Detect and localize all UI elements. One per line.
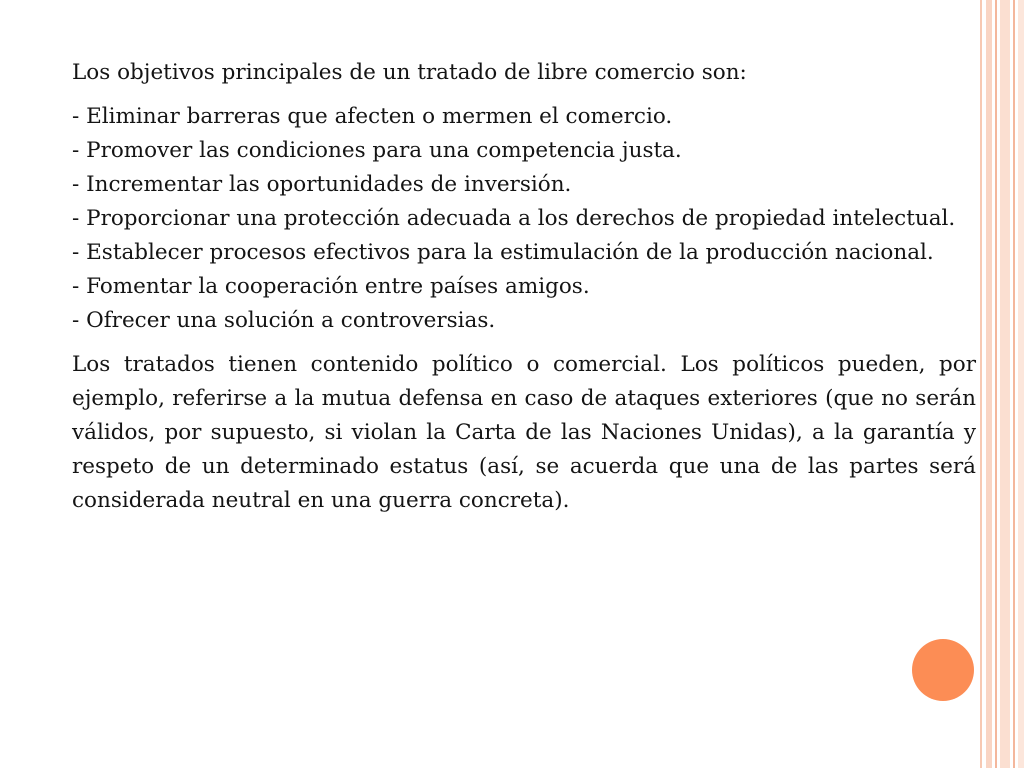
- objective-item: - Fomentar la cooperación entre países amigos.: [72, 274, 590, 299]
- decorative-stripe: [995, 0, 997, 768]
- objective-item: - Ofrecer una solución a controversias.: [72, 308, 496, 333]
- objective-item: - Incrementar las oportunidades de inversión.: [72, 172, 572, 197]
- objective-item: - Promover las condiciones para una competencia justa.: [72, 138, 682, 163]
- objective-item: - Establecer procesos efectivos para la estimulación de la producción nacional.: [72, 240, 934, 265]
- orange-circle-icon: [912, 639, 974, 701]
- objective-item: - Eliminar barreras que afecten o mermen el comercio.: [72, 104, 673, 129]
- decorative-stripe: [1000, 0, 1010, 768]
- objectives-list: [72, 100, 976, 338]
- intro-text: Los objetivos principales de un tratado de libre comercio son:: [72, 60, 747, 85]
- decorative-stripe: [1018, 0, 1024, 768]
- decorative-stripe: [986, 0, 992, 768]
- decorative-stripe: [980, 0, 982, 768]
- objective-item: - Proporcionar una protección adecuada a los derechos de propiedad intelectual.: [72, 206, 956, 231]
- slide-body: [72, 56, 976, 518]
- decorative-stripe: [1013, 0, 1015, 768]
- body-paragraph: Los tratados tienen contenido político o comercial. Los políticos pueden, por ejemplo, referirse a la mutua defensa en caso de ataques exteriores (que no serán válidos, por supuesto, si violan la Carta de las Naciones Unidas), a la garantía y respeto de un determinado estatus (así, se acuerda que una de las partes será considerada neutral en una guerra concreta).: [72, 352, 976, 513]
